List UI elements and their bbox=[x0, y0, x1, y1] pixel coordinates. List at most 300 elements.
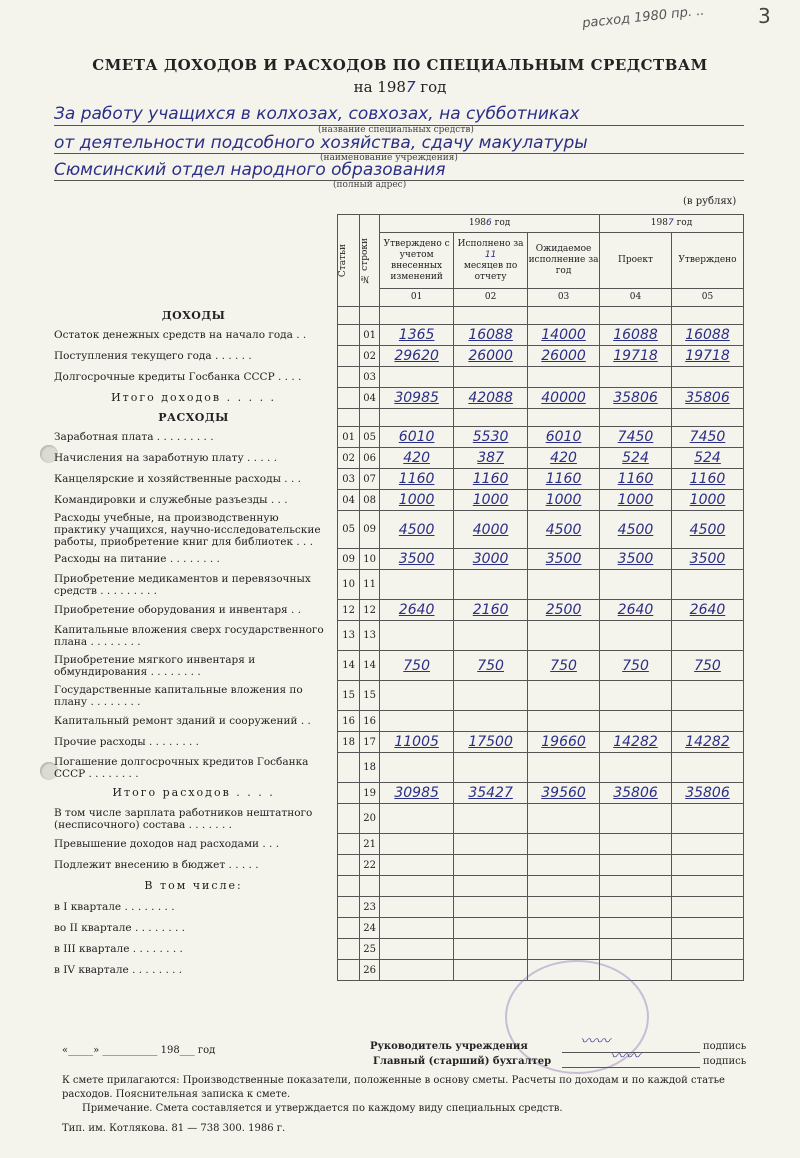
row-label: Государственные капитальные вложения по плану . . . . . . . . bbox=[54, 681, 338, 711]
header-row-num-text: № строки bbox=[360, 237, 371, 284]
value-cell-col03 bbox=[528, 681, 600, 711]
value-cell-col05: 4500 bbox=[671, 511, 743, 549]
line-number: 23 bbox=[360, 897, 380, 918]
value-cell-col04 bbox=[600, 876, 672, 897]
value-cell-col01: 1365 bbox=[380, 325, 454, 346]
line-number: 01 bbox=[360, 325, 380, 346]
value-cell-col01 bbox=[380, 570, 454, 600]
line-number: 16 bbox=[360, 711, 380, 732]
value-cell-col04: 2640 bbox=[600, 600, 672, 621]
article-code bbox=[338, 960, 360, 981]
section-heading: РАСХОДЫ bbox=[54, 409, 338, 427]
article-code: 04 bbox=[338, 490, 360, 511]
line-number: 19 bbox=[360, 783, 380, 804]
accountant-label: Главный (старший) бухгалтер bbox=[373, 1056, 552, 1067]
value-cell-col02 bbox=[454, 939, 528, 960]
value-cell-col05: 3500 bbox=[671, 549, 743, 570]
value-cell-col05: 35806 bbox=[671, 783, 743, 804]
line-number: 18 bbox=[360, 753, 380, 783]
caption-special-funds: (название специальных средств) bbox=[318, 125, 474, 135]
value-cell-col01 bbox=[380, 876, 454, 897]
value-cell-col05 bbox=[671, 681, 743, 711]
line-number: 21 bbox=[360, 834, 380, 855]
value-cell-col04: 1160 bbox=[600, 469, 672, 490]
header-code-05: 05 bbox=[671, 289, 743, 307]
remark-note: Примечание. Смета составляется и утверждается по каждому виду специальных средств. bbox=[82, 1103, 563, 1114]
value-cell-col02: 35427 bbox=[454, 783, 528, 804]
value-cell-col04: 4500 bbox=[600, 511, 672, 549]
table-row bbox=[54, 388, 744, 409]
header-col02-suffix: месяцев по отчету bbox=[463, 260, 518, 282]
line-number: 14 bbox=[360, 651, 380, 681]
value-cell-col04 bbox=[600, 367, 672, 388]
table-row bbox=[54, 732, 744, 753]
header-row-num bbox=[360, 215, 380, 307]
line-number: 03 bbox=[360, 367, 380, 388]
value-cell-col04: 1000 bbox=[600, 490, 672, 511]
value-cell-col01: 3500 bbox=[380, 549, 454, 570]
table-row bbox=[54, 681, 744, 711]
estimate-table-body bbox=[54, 307, 744, 981]
value-cell-col05 bbox=[671, 307, 743, 325]
value-cell-col04 bbox=[600, 681, 672, 711]
value-cell-col01 bbox=[380, 939, 454, 960]
value-cell-col03 bbox=[528, 804, 600, 834]
head-label: Руководитель учреждения bbox=[370, 1041, 528, 1052]
row-label: Долгосрочные кредиты Госбанка СССР . . . . bbox=[54, 367, 338, 388]
value-cell-col03: 39560 bbox=[528, 783, 600, 804]
table-row bbox=[54, 621, 744, 651]
accountant-signature-word: подпись bbox=[703, 1056, 747, 1067]
article-code: 15 bbox=[338, 681, 360, 711]
value-cell-col02 bbox=[454, 918, 528, 939]
row-label: в IV квартале . . . . . . . . bbox=[54, 960, 338, 981]
value-cell-col04 bbox=[600, 307, 672, 325]
value-cell-col02 bbox=[454, 834, 528, 855]
row-label: Превышение доходов над расходами . . . bbox=[54, 834, 338, 855]
value-cell-col01 bbox=[380, 681, 454, 711]
table-row bbox=[54, 834, 744, 855]
row-label: в III квартале . . . . . . . . bbox=[54, 939, 338, 960]
header-col01: Утверждено с учетом внесенных изменений bbox=[380, 233, 454, 289]
line-number: 07 bbox=[360, 469, 380, 490]
line-number: 15 bbox=[360, 681, 380, 711]
value-cell-col05: 14282 bbox=[671, 732, 743, 753]
line-number: 12 bbox=[360, 600, 380, 621]
header-code-01: 01 bbox=[380, 289, 454, 307]
line-number: 17 bbox=[360, 732, 380, 753]
value-cell-col01 bbox=[380, 960, 454, 981]
header-year-cur bbox=[600, 215, 744, 233]
value-cell-col04: 750 bbox=[600, 651, 672, 681]
accountant-signature: 〰〰 bbox=[610, 1047, 641, 1065]
header-code-02: 02 bbox=[454, 289, 528, 307]
head-signature: 〰〰 bbox=[580, 1032, 611, 1050]
line-number: 11 bbox=[360, 570, 380, 600]
line-number: 05 bbox=[360, 427, 380, 448]
table-row bbox=[54, 325, 744, 346]
row-label: во II квартале . . . . . . . . bbox=[54, 918, 338, 939]
article-code: 03 bbox=[338, 469, 360, 490]
row-label: Приобретение медикаментов и перевязочных средств . . . . . . . . . bbox=[54, 570, 338, 600]
value-cell-col05: 35806 bbox=[671, 388, 743, 409]
value-cell-col02 bbox=[454, 307, 528, 325]
header-col04: Проект bbox=[600, 233, 672, 289]
line-number: 04 bbox=[360, 388, 380, 409]
value-cell-col01 bbox=[380, 621, 454, 651]
value-cell-col04: 35806 bbox=[600, 783, 672, 804]
table-row bbox=[54, 711, 744, 732]
value-cell-col04 bbox=[600, 409, 672, 427]
table-row bbox=[54, 960, 744, 981]
value-cell-col05: 524 bbox=[671, 448, 743, 469]
value-cell-col03: 40000 bbox=[528, 388, 600, 409]
value-cell-col03: 3500 bbox=[528, 549, 600, 570]
value-cell-col02: 4000 bbox=[454, 511, 528, 549]
value-cell-col04: 7450 bbox=[600, 427, 672, 448]
table-row bbox=[54, 651, 744, 681]
value-cell-col02 bbox=[454, 570, 528, 600]
corner-note: расход 1980 пр. .. bbox=[581, 3, 706, 32]
header-year-prev-digit: 6 bbox=[486, 218, 492, 228]
value-cell-col02: 17500 bbox=[454, 732, 528, 753]
value-cell-col03: 6010 bbox=[528, 427, 600, 448]
article-code: 05 bbox=[338, 511, 360, 549]
article-code bbox=[338, 897, 360, 918]
table-row bbox=[54, 367, 744, 388]
value-cell-col01: 2640 bbox=[380, 600, 454, 621]
table-row bbox=[54, 490, 744, 511]
table-row bbox=[54, 804, 744, 834]
document-title: СМЕТА ДОХОДОВ И РАСХОДОВ ПО СПЕЦИАЛЬНЫМ СРЕДСТВАМ bbox=[92, 56, 708, 74]
line-number: 09 bbox=[360, 511, 380, 549]
article-code: 10 bbox=[338, 570, 360, 600]
value-cell-col03: 26000 bbox=[528, 346, 600, 367]
value-cell-col02 bbox=[454, 876, 528, 897]
date-line: «_____» ___________ 198___ год bbox=[62, 1045, 216, 1056]
handwritten-institution: от деятельности подсобного хозяйства, сдачу макулатуры bbox=[54, 133, 588, 153]
header-year-cur-digit: 7 bbox=[667, 218, 674, 228]
value-cell-col05 bbox=[671, 367, 743, 388]
row-label: В том числе зарплата работников нештатного (несписочного) состава . . . . . . . bbox=[54, 804, 338, 834]
value-cell-col03: 2500 bbox=[528, 600, 600, 621]
table-row bbox=[54, 448, 744, 469]
value-cell-col04: 3500 bbox=[600, 549, 672, 570]
line-number bbox=[360, 876, 380, 897]
value-cell-col01: 30985 bbox=[380, 388, 454, 409]
article-code bbox=[338, 804, 360, 834]
value-cell-col03 bbox=[528, 939, 600, 960]
line-number: 06 bbox=[360, 448, 380, 469]
document-subtitle bbox=[0, 78, 800, 96]
header-year-prev-word: год bbox=[494, 218, 511, 228]
subtitle-prefix: на 198 bbox=[353, 78, 406, 96]
value-cell-col05 bbox=[671, 621, 743, 651]
value-cell-col04 bbox=[600, 804, 672, 834]
value-cell-col01: 4500 bbox=[380, 511, 454, 549]
row-label: Поступления текущего года . . . . . . bbox=[54, 346, 338, 367]
value-cell-col04 bbox=[600, 621, 672, 651]
value-cell-col03 bbox=[528, 307, 600, 325]
value-cell-col03: 1000 bbox=[528, 490, 600, 511]
line-number: 08 bbox=[360, 490, 380, 511]
article-code bbox=[338, 876, 360, 897]
value-cell-col02: 387 bbox=[454, 448, 528, 469]
value-cell-col05: 1000 bbox=[671, 490, 743, 511]
total-label: Итого доходов . . . . . bbox=[54, 388, 338, 409]
value-cell-col03: 750 bbox=[528, 651, 600, 681]
header-year-prev-num: 198 bbox=[468, 218, 487, 228]
value-cell-col02 bbox=[454, 367, 528, 388]
header-col02-months: 11 bbox=[484, 249, 497, 260]
value-cell-col01 bbox=[380, 753, 454, 783]
value-cell-col03: 1160 bbox=[528, 469, 600, 490]
value-cell-col02 bbox=[454, 409, 528, 427]
table-row bbox=[54, 570, 744, 600]
value-cell-col02: 750 bbox=[454, 651, 528, 681]
header-year-cur-num: 198 bbox=[650, 218, 668, 228]
caption-institution: (наименование учреждения) bbox=[320, 153, 458, 163]
value-cell-col03 bbox=[528, 367, 600, 388]
article-code: 18 bbox=[338, 732, 360, 753]
article-code bbox=[338, 307, 360, 325]
header-code-04: 04 bbox=[600, 289, 672, 307]
value-cell-col04: 35806 bbox=[600, 388, 672, 409]
value-cell-col05: 1160 bbox=[671, 469, 743, 490]
value-cell-col01: 420 bbox=[380, 448, 454, 469]
line-number: 13 bbox=[360, 621, 380, 651]
value-cell-col04 bbox=[600, 753, 672, 783]
table-row bbox=[54, 427, 744, 448]
table-row bbox=[54, 918, 744, 939]
value-cell-col05 bbox=[671, 939, 743, 960]
line-number: 22 bbox=[360, 855, 380, 876]
article-code: 02 bbox=[338, 448, 360, 469]
value-cell-col02: 16088 bbox=[454, 325, 528, 346]
handwritten-special-funds: За работу учащихся в колхозах, совхозах, на субботниках bbox=[54, 104, 580, 124]
value-cell-col03 bbox=[528, 918, 600, 939]
value-cell-col01 bbox=[380, 855, 454, 876]
value-cell-col01: 1000 bbox=[380, 490, 454, 511]
article-code bbox=[338, 783, 360, 804]
value-cell-col03 bbox=[528, 753, 600, 783]
header-year-cur-word: год bbox=[676, 218, 693, 228]
line-number bbox=[360, 409, 380, 427]
value-cell-col03: 420 bbox=[528, 448, 600, 469]
value-cell-col02 bbox=[454, 711, 528, 732]
header-col02 bbox=[454, 233, 528, 289]
value-cell-col01: 6010 bbox=[380, 427, 454, 448]
value-cell-col02 bbox=[454, 681, 528, 711]
line-number: 20 bbox=[360, 804, 380, 834]
row-label: Канцелярские и хозяйственные расходы . . . bbox=[54, 469, 338, 490]
value-cell-col05: 19718 bbox=[671, 346, 743, 367]
value-cell-col01 bbox=[380, 918, 454, 939]
value-cell-col04: 16088 bbox=[600, 325, 672, 346]
article-code: 09 bbox=[338, 549, 360, 570]
table-row bbox=[54, 753, 744, 783]
value-cell-col03 bbox=[528, 876, 600, 897]
value-cell-col02: 3000 bbox=[454, 549, 528, 570]
row-label: Подлежит внесению в бюджет . . . . . bbox=[54, 855, 338, 876]
table-row bbox=[54, 600, 744, 621]
line-number: 02 bbox=[360, 346, 380, 367]
row-label: Погашение долгосрочных кредитов Госбанка СССР . . . . . . . . bbox=[54, 753, 338, 783]
value-cell-col05: 16088 bbox=[671, 325, 743, 346]
row-label: Приобретение оборудования и инвентаря . . bbox=[54, 600, 338, 621]
value-cell-col01 bbox=[380, 834, 454, 855]
value-cell-col02: 5530 bbox=[454, 427, 528, 448]
article-code bbox=[338, 325, 360, 346]
value-cell-col04 bbox=[600, 570, 672, 600]
value-cell-col05 bbox=[671, 834, 743, 855]
value-cell-col04 bbox=[600, 855, 672, 876]
header-year-prev bbox=[380, 215, 600, 233]
row-label: Прочие расходы . . . . . . . . bbox=[54, 732, 338, 753]
attachments-note: К смете прилагаются: Производственные показатели, положенные в основу сметы. Расчеты по доходам и по каждой статье расходов. Пояснительная записка к смете. bbox=[62, 1075, 725, 1100]
header-col05: Утверждено bbox=[671, 233, 743, 289]
value-cell-col01 bbox=[380, 804, 454, 834]
value-cell-col03: 14000 bbox=[528, 325, 600, 346]
value-cell-col05 bbox=[671, 918, 743, 939]
value-cell-col02 bbox=[454, 753, 528, 783]
header-stati-text: Статьи bbox=[338, 243, 349, 278]
value-cell-col05 bbox=[671, 711, 743, 732]
value-cell-col03 bbox=[528, 570, 600, 600]
value-cell-col03 bbox=[528, 621, 600, 651]
value-cell-col01: 750 bbox=[380, 651, 454, 681]
value-cell-col03 bbox=[528, 897, 600, 918]
value-cell-col01 bbox=[380, 367, 454, 388]
row-label: Капитальный ремонт зданий и сооружений . . bbox=[54, 711, 338, 732]
line-number bbox=[360, 307, 380, 325]
value-cell-col04: 14282 bbox=[600, 732, 672, 753]
value-cell-col02: 1160 bbox=[454, 469, 528, 490]
article-code bbox=[338, 409, 360, 427]
line-number: 10 bbox=[360, 549, 380, 570]
value-cell-col05: 7450 bbox=[671, 427, 743, 448]
subtitle-suffix: год bbox=[420, 78, 447, 96]
row-label: Приобретение мягкого инвентаря и обмундирования . . . . . . . . bbox=[54, 651, 338, 681]
value-cell-col01 bbox=[380, 307, 454, 325]
value-cell-col04: 19718 bbox=[600, 346, 672, 367]
article-code bbox=[338, 855, 360, 876]
currency-note: (в рублях) bbox=[683, 196, 737, 207]
header-col02-prefix: Исполнено за bbox=[457, 238, 524, 249]
row-label: Расходы на питание . . . . . . . . bbox=[54, 549, 338, 570]
value-cell-col02 bbox=[454, 621, 528, 651]
value-cell-col01: 11005 bbox=[380, 732, 454, 753]
row-label: Расходы учебные, на производственную практику учащихся, научно-исследовательские работы, приобретение книг для библиотек . . . bbox=[54, 511, 338, 549]
table-row bbox=[54, 855, 744, 876]
table-row bbox=[54, 409, 744, 427]
value-cell-col04 bbox=[600, 834, 672, 855]
table-row bbox=[54, 346, 744, 367]
value-cell-col03: 19660 bbox=[528, 732, 600, 753]
value-cell-col04 bbox=[600, 939, 672, 960]
row-label: Заработная плата . . . . . . . . . bbox=[54, 427, 338, 448]
header-stati bbox=[338, 215, 360, 307]
value-cell-col02: 1000 bbox=[454, 490, 528, 511]
value-cell-col05 bbox=[671, 876, 743, 897]
row-label: Остаток денежных средств на начало года . . bbox=[54, 325, 338, 346]
value-cell-col03 bbox=[528, 855, 600, 876]
value-cell-col02 bbox=[454, 897, 528, 918]
value-cell-col05 bbox=[671, 753, 743, 783]
value-cell-col02: 2160 bbox=[454, 600, 528, 621]
value-cell-col05 bbox=[671, 897, 743, 918]
article-code: 13 bbox=[338, 621, 360, 651]
table-row bbox=[54, 876, 744, 897]
value-cell-col05 bbox=[671, 804, 743, 834]
line-number: 26 bbox=[360, 960, 380, 981]
label-column-header bbox=[54, 215, 338, 307]
value-cell-col05 bbox=[671, 855, 743, 876]
value-cell-col03 bbox=[528, 409, 600, 427]
article-code bbox=[338, 346, 360, 367]
value-cell-col04: 524 bbox=[600, 448, 672, 469]
article-code: 14 bbox=[338, 651, 360, 681]
value-cell-col01 bbox=[380, 409, 454, 427]
estimate-table bbox=[54, 214, 744, 981]
subtitle-year-digit: 7 bbox=[405, 78, 416, 96]
value-cell-col01: 30985 bbox=[380, 783, 454, 804]
value-cell-col05 bbox=[671, 960, 743, 981]
article-code: 16 bbox=[338, 711, 360, 732]
value-cell-col04 bbox=[600, 918, 672, 939]
value-cell-col01 bbox=[380, 711, 454, 732]
row-label: Начисления на заработную плату . . . . . bbox=[54, 448, 338, 469]
value-cell-col02: 26000 bbox=[454, 346, 528, 367]
row-label: В том числе: bbox=[54, 876, 338, 897]
caption-address: (полный адрес) bbox=[333, 180, 407, 190]
total-label: Итого расходов . . . . bbox=[54, 783, 338, 804]
value-cell-col02 bbox=[454, 855, 528, 876]
value-cell-col02 bbox=[454, 960, 528, 981]
table-row bbox=[54, 511, 744, 549]
value-cell-col01: 29620 bbox=[380, 346, 454, 367]
article-code: 01 bbox=[338, 427, 360, 448]
head-signature-word: подпись bbox=[703, 1041, 747, 1052]
header-code-03: 03 bbox=[528, 289, 600, 307]
value-cell-col05 bbox=[671, 570, 743, 600]
table-row bbox=[54, 307, 744, 325]
section-heading: ДОХОДЫ bbox=[54, 307, 338, 325]
article-code bbox=[338, 834, 360, 855]
table-row bbox=[54, 469, 744, 490]
value-cell-col02: 42088 bbox=[454, 388, 528, 409]
signature-line bbox=[562, 1067, 700, 1068]
line-number: 24 bbox=[360, 918, 380, 939]
article-code bbox=[338, 918, 360, 939]
row-label: в I квартале . . . . . . . . bbox=[54, 897, 338, 918]
article-code bbox=[338, 753, 360, 783]
table-row bbox=[54, 549, 744, 570]
value-cell-col05: 750 bbox=[671, 651, 743, 681]
value-cell-col05 bbox=[671, 409, 743, 427]
header-col03: Ожидаемое исполнение за год bbox=[528, 233, 600, 289]
value-cell-col02 bbox=[454, 804, 528, 834]
row-label: Командировки и служебные разъезды . . . bbox=[54, 490, 338, 511]
value-cell-col01: 1160 bbox=[380, 469, 454, 490]
table-row bbox=[54, 939, 744, 960]
row-label: Капитальные вложения сверх государственного плана . . . . . . . . bbox=[54, 621, 338, 651]
table-row bbox=[54, 783, 744, 804]
printer-info: Тип. им. Котлякова. 81 — 738 300. 1986 г. bbox=[62, 1123, 286, 1134]
value-cell-col04 bbox=[600, 897, 672, 918]
article-code bbox=[338, 367, 360, 388]
article-code: 12 bbox=[338, 600, 360, 621]
